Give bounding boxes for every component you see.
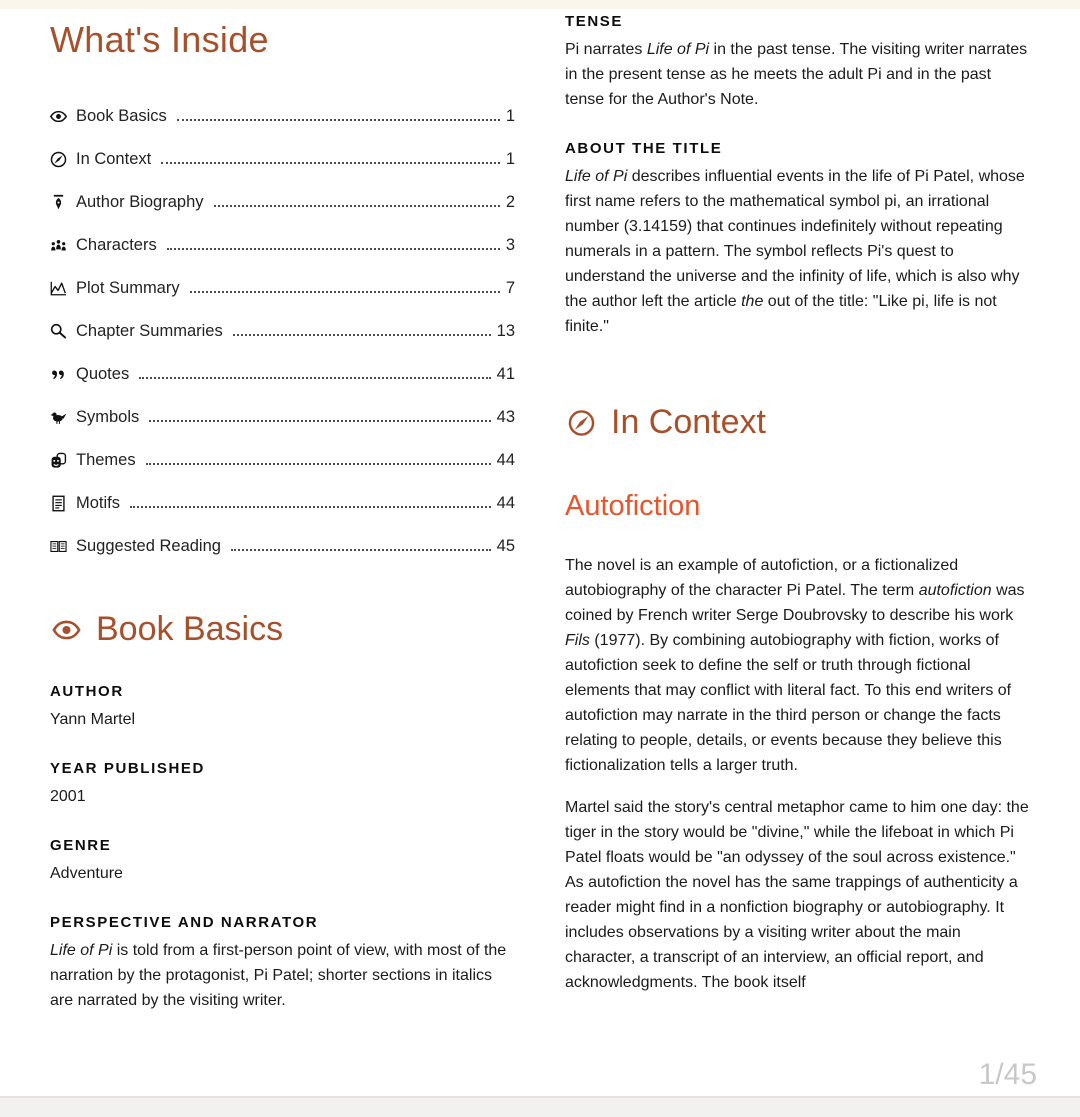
compass-icon <box>50 151 67 168</box>
autofiction-subheading: Autofiction <box>565 490 701 522</box>
book-basics-heading-label: Book Basics <box>96 610 284 648</box>
magnifier-icon <box>50 323 67 340</box>
open-book-icon <box>50 538 67 555</box>
toc-item-quotes[interactable] <box>50 366 515 383</box>
toc-item-label: Suggested Reading <box>76 537 221 555</box>
toc-item-label: Characters <box>76 236 157 254</box>
field-value: Pi narrates Life of Pi in the past tense. The visiting writer narrates in the present tense as he meets the adult Pi and in the past tense for the Author's Note. <box>565 41 1028 108</box>
toc-page-number: 1 <box>505 107 515 125</box>
toc-item-label: Themes <box>76 451 136 469</box>
toc-page-number: 44 <box>496 494 515 512</box>
toc-leader-dots <box>139 377 490 379</box>
eye-icon <box>50 108 67 125</box>
field-value: Yann Martel <box>50 711 136 728</box>
field-label: AUTHOR <box>50 683 124 700</box>
field-label: TENSE <box>565 13 624 30</box>
toc-page-number: 2 <box>505 193 515 211</box>
field-label: YEAR PUBLISHED <box>50 760 205 777</box>
in-context-heading-label: In Context <box>611 403 766 441</box>
toc-leader-dots <box>149 420 490 422</box>
toc-item-motifs[interactable] <box>50 495 515 512</box>
page-indicator: 1/45 <box>978 1058 1037 1091</box>
toc-page-number: 43 <box>496 408 515 426</box>
book-basics-fields <box>50 683 515 1013</box>
right-column <box>565 9 1030 1013</box>
field-author <box>50 683 515 732</box>
top-band <box>0 0 1080 9</box>
body-paragraph: The novel is an example of autofiction, or a fictionalized autobiography of the character Pi Patel. The term autofiction was coined by French writer Serge Doubrovsky to describe his work Fils (1977). By combining autobiography with fiction, works of autofiction seek to define the self or truth through fictional elements that may conflict with literal fact. To this end writers of autofiction may narrate in the third person or change the facts relating to people, details, or events because they believe this fictionalization tells a larger truth. <box>565 557 1025 774</box>
toc-item-plot-summary[interactable] <box>50 280 515 297</box>
toc-leader-dots <box>177 119 500 121</box>
toc-leader-dots <box>146 463 491 465</box>
toc-page-number: 45 <box>496 537 515 555</box>
field-label: PERSPECTIVE AND NARRATOR <box>50 914 319 931</box>
quotes-icon <box>50 366 67 383</box>
toc-leader-dots <box>233 334 491 336</box>
compass-icon <box>565 409 598 437</box>
document-page <box>0 9 1080 1013</box>
bird-icon <box>50 409 67 426</box>
document-icon <box>50 495 67 512</box>
field-value: Life of Pi describes influential events in the life of Pi Patel, whose first name refers to the mathematical symbol pi, an irrational number (3.14159) that continues indefinitely without repeating numerals in a pattern. The symbol reflects Pi's quest to understand the universe and the infinity of life, which is also why the author left the article the out of the title: "Like pi, life is not finite." <box>565 168 1025 335</box>
toc-page-number: 7 <box>505 279 515 297</box>
toc-page-number: 44 <box>496 451 515 469</box>
field-label: ABOUT THE TITLE <box>565 140 723 157</box>
toc-item-characters[interactable] <box>50 237 515 254</box>
field-tense <box>565 13 1030 112</box>
chart-icon <box>50 280 67 297</box>
toc-item-themes[interactable] <box>50 452 515 469</box>
book-basics-heading <box>50 610 515 649</box>
toc-item-label: Plot Summary <box>76 279 180 297</box>
toc-item-label: Chapter Summaries <box>76 322 223 340</box>
toc-item-label: Author Biography <box>76 193 204 211</box>
toc-item-label: Motifs <box>76 494 121 512</box>
toc-item-label: Quotes <box>76 365 130 383</box>
toc-leader-dots <box>161 162 500 164</box>
body-paragraph: Martel said the story's central metaphor came to him one day: the tiger in the story would be "divine," while the lifeboat in which Pi Patel floats would be "an odyssey of the soul across existence." As autofiction the novel has the same trappings of authenticity a reader might find in a nonfiction biography or autobiography. It includes observations by a visiting writer about the main character, a transcript of an interview, an official report, and acknowledgments. The book itself <box>565 799 1029 991</box>
toc-item-label: In Context <box>76 150 152 168</box>
field-about-the-title <box>565 140 1030 339</box>
eye-icon <box>50 616 83 644</box>
toc-leader-dots <box>190 291 500 293</box>
field-year-published <box>50 760 515 809</box>
toc-page-number: 3 <box>505 236 515 254</box>
field-perspective-and-narrator <box>50 914 515 1013</box>
toc-leader-dots <box>214 205 500 207</box>
toc-page-number: 41 <box>496 365 515 383</box>
table-of-contents <box>50 108 515 555</box>
toc-page-number: 13 <box>496 322 515 340</box>
toc-leader-dots <box>130 506 491 508</box>
in-context-heading <box>565 403 1030 442</box>
field-value: Adventure <box>50 865 123 882</box>
toc-page-number: 1 <box>505 150 515 168</box>
people-icon <box>50 237 67 254</box>
toc-item-label: Symbols <box>76 408 140 426</box>
toc-leader-dots <box>167 248 500 250</box>
toc-item-author-biography[interactable] <box>50 194 515 211</box>
theater-masks-icon <box>50 452 67 469</box>
field-value: 2001 <box>50 788 86 805</box>
pen-nib-icon <box>50 194 67 211</box>
page-title: What's Inside <box>50 19 269 60</box>
toc-item-in-context[interactable] <box>50 151 515 168</box>
toc-item-suggested-reading[interactable] <box>50 538 515 555</box>
left-column <box>50 9 515 1013</box>
toc-item-label: Book Basics <box>76 107 167 125</box>
toc-item-symbols[interactable] <box>50 409 515 426</box>
right-fields <box>565 13 1030 339</box>
field-label: GENRE <box>50 837 112 854</box>
toc-item-chapter-summaries[interactable] <box>50 323 515 340</box>
field-value: Life of Pi is told from a first-person point of view, with most of the narration by the protagonist, Pi Patel; shorter sections in italics are narrated by the visiting writer. <box>50 942 507 1009</box>
toc-leader-dots <box>231 549 491 551</box>
toc-item-book-basics[interactable] <box>50 108 515 125</box>
page-gap-strip <box>0 1096 1080 1117</box>
field-genre <box>50 837 515 886</box>
in-context-paragraphs <box>565 553 1030 995</box>
